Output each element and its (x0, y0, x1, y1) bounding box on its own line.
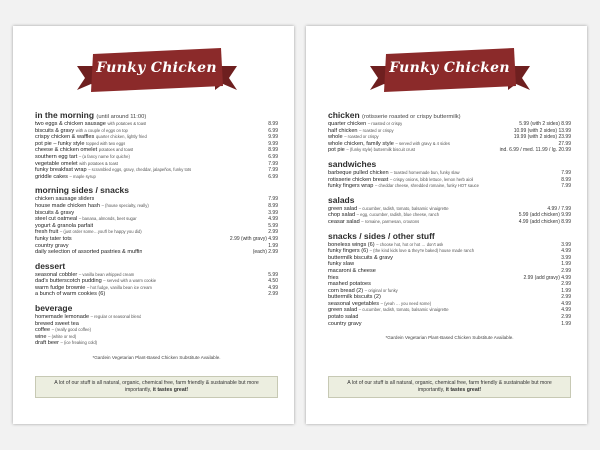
menu-item-name-group (35, 340, 97, 347)
menu-item-name: country gravy (328, 320, 362, 327)
menu-item-name-group (35, 203, 149, 210)
menu-item-name-group (35, 154, 130, 161)
menu-item-description: – cucumber, radish, tomato, balsamic vinaigrette (358, 307, 449, 313)
menu-item-description: potatoes and toast (98, 147, 134, 153)
menu-item-name: corn bread (2) (328, 287, 364, 294)
menu-item-description: – toasted homemade bun, funky slaw (390, 169, 460, 175)
menu-item (35, 249, 278, 256)
menu-item-price: 4.99 / 7.99 (547, 205, 571, 212)
menu-item (35, 147, 278, 154)
menu-item (328, 141, 571, 148)
menu-item-name-group (328, 314, 358, 321)
menu-item-name-group (35, 229, 142, 236)
menu-item-name: cheese & chicken omelet (35, 147, 98, 154)
menu-item-description: – (funky style) buttermilk biscuit crust (346, 147, 416, 153)
menu-section (35, 185, 278, 255)
vegetarian-note: *Gardein Vegetarian Plant-Based Chicken Substitute Available. (92, 355, 221, 361)
menu-item-price: 9.99 (268, 140, 278, 147)
menu-item-name: funky fingers (6) (328, 248, 369, 255)
menu-item-name: funky breakfast wrap (35, 167, 87, 174)
menu-item-description: – maple syrup (69, 173, 96, 179)
menu-item-name-group (35, 147, 133, 154)
menu-item-name-group (35, 161, 118, 168)
menu-item-name: griddle cakes (35, 173, 68, 180)
menu-item-name-group (328, 141, 450, 148)
section-title-text: chicken (328, 110, 360, 120)
menu-item (328, 314, 571, 321)
menu-item-name: a bunch of warm cookies (6) (35, 291, 106, 298)
section-title-text: morning sides / snacks (35, 185, 130, 196)
menu-item-name-group (35, 141, 125, 148)
menu-section (328, 110, 571, 154)
menu-item-name: quarter chicken (328, 121, 367, 127)
menu-item-name-group (35, 134, 147, 141)
menu-item (35, 196, 278, 203)
menu-item (328, 321, 571, 328)
menu-item (35, 223, 278, 230)
menu-page-right (306, 26, 587, 424)
section-title (328, 110, 571, 120)
menu-item-price: 2.99 (561, 294, 571, 301)
menu-item-description: – crispy onions, bibb lettuce, lemon herb aioli (389, 176, 474, 182)
menu-item-price: 4.99 (add chicken) 8.99 (518, 218, 571, 225)
menu-item-name: daily selection of assorted pastries & muffin (35, 249, 143, 256)
menu-item-name: funky slaw (328, 261, 355, 268)
menu-item-name: rotisserie chicken breast (328, 176, 389, 183)
menu-item-name-group (328, 206, 449, 213)
menu-item-name: buttermilk biscuits (2) (328, 294, 381, 301)
menu-item (328, 294, 571, 301)
menu-item-name: chicken sausage sliders (35, 196, 95, 203)
menu-page-left (13, 26, 294, 424)
menu-item-name: seasonal cobbler (35, 271, 78, 278)
menu-section (35, 261, 278, 298)
menu-item-description: – (yeah … you need some) (380, 300, 432, 306)
menu-item-name: seasonal vegetables (328, 300, 380, 307)
menu-item-price: 4.99 (561, 248, 571, 255)
menu-item-name: potato salad (328, 314, 359, 321)
menu-item-description: – banana, almonds, beet sugar (78, 216, 137, 222)
section-title-text: salads (328, 194, 355, 205)
menu-item-description: with a couple of eggs on top (75, 127, 128, 133)
menu-item-price: 8.99 (268, 147, 278, 154)
menu-item-description: with potatoes & toast (107, 121, 147, 126)
menu-item-price: ind. 6.99 / med. 11.99 / lg. 20.99 (499, 147, 571, 154)
vegetarian-note: *Gardein Vegetarian Plant-Based Chicken Substitute Available. (385, 335, 514, 341)
menu-item-description: – cucumber, radish, tomato, balsamic vinaigrette (358, 205, 449, 211)
menu-item-name: two eggs & chicken sausage (35, 121, 106, 127)
menu-item-name-group (35, 121, 146, 128)
menu-item-description: – roasted or crispy (367, 121, 403, 126)
menu-item-name: southern egg tart (35, 153, 78, 160)
menu-item-description: – choose hot, hot or hot … don't ask (376, 241, 444, 247)
menu-item-name-group (35, 223, 93, 230)
menu-item-description: – romaine, parmesan, croutons (361, 218, 420, 224)
menu-item-name: chop salad (328, 212, 356, 219)
menu-item-price: 2.99 (268, 291, 278, 298)
menu-item (328, 212, 571, 219)
menu-item-price: 4.99 (561, 300, 571, 307)
menu-item-name-group (328, 261, 354, 268)
menu-item-name-group (35, 285, 152, 292)
brand-banner (77, 46, 237, 98)
menu-item (328, 248, 571, 255)
menu-item-price: 2.99 (561, 314, 571, 321)
menu-item-description: topped with two eggs (86, 140, 126, 146)
menu-item-name: buttermilk biscuits & gravy (328, 254, 393, 261)
menu-item-name-group (328, 128, 394, 135)
menu-item-name-group (328, 255, 393, 262)
menu-item-price: 2.99 (268, 229, 278, 236)
menu-item-price: 3.99 (561, 241, 571, 248)
menu-item (328, 288, 571, 295)
menu-item-description: – roasted or crispy (359, 127, 394, 133)
menu-item-description: – egg, cucumber, radish, blue cheese, ranch (356, 212, 440, 218)
menu-item-name-group (328, 268, 376, 275)
menu-item-name-group (328, 275, 339, 282)
menu-sections (35, 110, 278, 347)
menu-item-name-group (35, 249, 142, 256)
menu-item-name-group (35, 174, 96, 181)
menu-item-name-group (328, 177, 473, 184)
menu-item-description: – (just order some…you'll be happy you did) (59, 229, 142, 235)
menu-item (35, 272, 278, 279)
menu-item-price: 3.99 (561, 254, 571, 261)
section-title-text: in the morning (35, 110, 95, 120)
menu-item-description: quarter chicken, lightly fried (95, 134, 147, 140)
menu-item-name: pot pie – funky style (35, 140, 85, 147)
menu-item-name-group (328, 121, 402, 128)
menu-item-name-group (328, 242, 443, 249)
menu-item-description: – cheddar cheese, shredded romaine, funky HOT sauce (374, 183, 479, 189)
menu-item-price: 2.99 (add gravy) 4.99 (523, 274, 571, 281)
menu-item (328, 268, 571, 275)
menu-item (35, 229, 278, 236)
menu-item (328, 147, 571, 154)
menu-item-name: half chicken (328, 127, 358, 134)
menu-item-name: whole chicken, family style (328, 140, 394, 147)
section-title (35, 261, 278, 271)
menu-item-name: vegetable omelet (35, 160, 78, 167)
menu-item-price: 7.99 (561, 169, 571, 176)
footer-emphasis: it tastes great! (445, 387, 482, 393)
menu-item (35, 210, 278, 217)
menu-item (35, 278, 278, 285)
menu-section (328, 159, 571, 190)
menu-item-name-group (328, 281, 371, 288)
menu-item-description: – (a fancy name for quiche) (78, 153, 130, 159)
menu-item-description: – (ice freaking cold) (60, 340, 98, 346)
footer-text: A lot of our stuff is all natural, organic, chemical free, farm friendly & sustainable but more importantly, (54, 380, 259, 393)
menu-item-name-group (328, 248, 474, 255)
menu-item-price: 9.99 (268, 134, 278, 141)
menu-item-name: biscuits & gravy (35, 209, 75, 216)
menu-section (328, 195, 571, 226)
menu-item (35, 236, 278, 243)
section-title (328, 231, 571, 241)
menu-item-price: 27.99 (558, 140, 571, 147)
menu-item (328, 281, 571, 288)
menu-item-description: – scrambled eggs, gravy, cheddar, jalapeños, funky tots (88, 167, 192, 173)
menu-item-price: (each) 2.99 (252, 249, 278, 256)
menu-item-name-group (328, 294, 381, 301)
menu-item-name: house made chicken hash (35, 202, 100, 209)
menu-item-name-group (35, 216, 137, 223)
menu-item-name-group (35, 321, 79, 328)
section-title (328, 195, 571, 205)
section-title-text: snacks / sides / other stuff (328, 230, 435, 241)
menu-item-price: 5.99 (with 2 sides) 8.99 (519, 121, 571, 127)
menu-item (328, 275, 571, 282)
menu-item-name-group (328, 321, 362, 328)
menu-item-price: 6.99 (268, 127, 278, 134)
menu-item-price: 1.99 (561, 261, 571, 268)
menu-item (328, 128, 571, 135)
menu-item-name-group (35, 128, 128, 135)
menu-item (328, 177, 571, 184)
section-title (328, 159, 571, 169)
menu-item-description: – served with a warm cookie (103, 278, 157, 284)
menu-item-name-group (35, 196, 94, 203)
footer-text: A lot of our stuff is all natural, organic, chemical free, farm friendly & sustainable but more importantly, (347, 380, 552, 393)
menu-item-price: 2.99 (561, 281, 571, 288)
section-title-text: beverage (35, 303, 73, 314)
menu-item-name-group (35, 272, 134, 279)
menu-item (35, 216, 278, 223)
menu-item-name-group (328, 301, 431, 308)
menu-item-name: brewed sweet tea (35, 320, 79, 327)
menu-item-price: 1.99 (561, 287, 571, 294)
menu-item-name-group (35, 167, 191, 174)
menu-item-price: 6.99 (268, 173, 278, 180)
menu-item (35, 128, 278, 135)
menu-item (35, 291, 278, 298)
menu-item-name-group (328, 219, 419, 226)
menu-item-name: homemade lemonade (35, 314, 90, 321)
brand-title: Funky Chicken (96, 60, 217, 76)
menu-item-price: 2.99 (with gravy) 4.99 (229, 235, 278, 242)
menu-item-price: 3.99 (268, 209, 278, 216)
menu-item (35, 321, 278, 328)
section-title-text: sandwiches (328, 158, 377, 169)
menu-item (328, 183, 571, 190)
menu-item-description: – served with gravy & 4 sides (395, 140, 450, 146)
menu-item-name-group (328, 134, 379, 141)
menu-item-price: 7.99 (268, 196, 278, 203)
menu-item-description: – (the kind kids love & they're baked) house made ranch (369, 248, 475, 254)
menu-item (328, 206, 571, 213)
menu-item-price: 7.99 (268, 160, 278, 167)
footer-callout (328, 376, 571, 398)
menu-item (35, 174, 278, 181)
menu-item-name-group (35, 334, 76, 341)
menu-item-name: funky tater tots (35, 235, 72, 242)
menu-item-price: 7.99 (268, 167, 278, 174)
menu-item-name-group (328, 212, 439, 219)
menu-item-name-group (35, 243, 69, 250)
menu-item-description: – (really good coffee) (51, 327, 91, 333)
menu-item-description: – hot fudge, vanilla bean ice cream (86, 284, 152, 290)
menu-item (35, 334, 278, 341)
menu-item (328, 301, 571, 308)
menu-item (328, 307, 571, 314)
menu-section (35, 303, 278, 347)
menu-item-name: fresh fruit (35, 229, 59, 236)
section-title (35, 303, 278, 313)
menu-item-name-group (328, 147, 415, 154)
section-title (35, 185, 278, 195)
menu-item-price: 8.99 (268, 121, 278, 127)
menu-item-name: draft beer (35, 340, 59, 347)
menu-item-price: 5.99 (268, 271, 278, 278)
menu-item (35, 167, 278, 174)
menu-item-description: – vanilla bean whipped cream (78, 271, 135, 277)
section-title (35, 110, 278, 120)
menu-item-name: yogurt & granola parfait (35, 222, 94, 229)
menu-section (328, 231, 571, 328)
menu-item-price: 4.99 (268, 216, 278, 223)
menu-item (35, 141, 278, 148)
menu-item-name-group (35, 327, 91, 334)
menu-item (328, 219, 571, 226)
menu-sections (328, 110, 571, 327)
menu-item-price: 19.99 (with 2 sides) 23.99 (513, 134, 571, 141)
menu-item-price: 10.99 (with 2 sides) 13.99 (513, 127, 571, 134)
menu-item-name: fries (328, 274, 339, 281)
menu-item-name: coffee (35, 327, 51, 334)
footer-callout (35, 376, 278, 398)
menu-item-name: pot pie (328, 147, 345, 154)
menu-item-name: dad's butterscotch pudding (35, 278, 102, 285)
menu-item-name: green salad (328, 307, 358, 314)
menu-item (328, 261, 571, 268)
menu-item-name: green salad (328, 205, 358, 212)
menu-item-price: 1.99 (268, 242, 278, 249)
menu-item-price: 8.99 (268, 202, 278, 209)
menu-item-name: steel cut oatmeal (35, 216, 78, 223)
menu-item-name-group (328, 183, 479, 190)
menu-item-name: whole (328, 134, 343, 141)
menu-item-price: 2.99 (561, 267, 571, 274)
brand-banner (370, 46, 530, 98)
menu-item (328, 170, 571, 177)
menu-section (35, 110, 278, 180)
menu-item (35, 121, 278, 128)
menu-item (328, 255, 571, 262)
menu-item (35, 243, 278, 250)
menu-item-description: – regular or seasonal blend (90, 314, 142, 320)
menu-item-name: barbeque pulled chicken (328, 169, 389, 176)
menu-item-name: boneless wings (6) (328, 241, 375, 248)
menu-item-name-group (35, 236, 72, 243)
menu-item (328, 134, 571, 141)
menu-item (328, 121, 571, 128)
menu-item-price: 6.99 (268, 153, 278, 160)
menu-item-description: – (house specialty, really) (101, 202, 149, 208)
brand-title: Funky Chicken (389, 60, 510, 76)
section-subtitle: (rotisserie roasted or crispy buttermilk) (362, 114, 461, 120)
footer-emphasis: it tastes great! (152, 387, 189, 393)
menu-item (35, 203, 278, 210)
menu-item-price: 8.99 (561, 176, 571, 183)
section-title-text: dessert (35, 260, 66, 271)
menu-item-name-group (35, 291, 105, 298)
menu-item-name-group (35, 314, 141, 321)
menu-item-price: 4.50 (268, 278, 278, 285)
menu-item-name: warm fudge brownie (35, 284, 86, 291)
menu-item (35, 161, 278, 168)
menu-item-name: ceasar salad (328, 218, 360, 225)
menu-item-name: macaroni & cheese (328, 267, 376, 274)
menu-item-price: 4.99 (268, 284, 278, 291)
menu-item-description: – (white or red) (48, 333, 77, 339)
menu-item-name: wine (35, 333, 47, 340)
menu-item-name: crispy chicken & waffles (35, 134, 95, 141)
menu-item (35, 134, 278, 141)
menu-item-name-group (35, 278, 156, 285)
menu-item (328, 242, 571, 249)
menu-item-price: 7.99 (561, 183, 571, 190)
menu-item-name: funky fingers wrap (328, 183, 374, 190)
menu-item-name-group (328, 288, 398, 295)
menu-item-description: – roasted or crispy (344, 134, 379, 140)
menu-item (35, 285, 278, 292)
menu-item-name: biscuits & gravy (35, 127, 75, 134)
menu-item-name: mashed potatoes (328, 281, 371, 288)
menu-item-name-group (328, 170, 460, 177)
menu-item-price: 1.99 (561, 320, 571, 327)
menu-item-price: 5.99 (268, 222, 278, 229)
menu-item-price: 4.99 (561, 307, 571, 314)
menu-item-description: – original or funky (364, 287, 398, 293)
menu-item-name: country gravy (35, 242, 69, 249)
menu-item-description: with potatoes & toast (79, 160, 119, 166)
menu-item-price: 5.99 (add chicken) 9.99 (518, 212, 571, 219)
menu-item (35, 314, 278, 321)
menu-item (35, 154, 278, 161)
menu-item-name-group (35, 210, 74, 217)
menu-item (35, 340, 278, 347)
section-subtitle: (until around 11:00) (96, 114, 147, 120)
menu-item (35, 327, 278, 334)
menu-item-name-group (328, 307, 449, 314)
